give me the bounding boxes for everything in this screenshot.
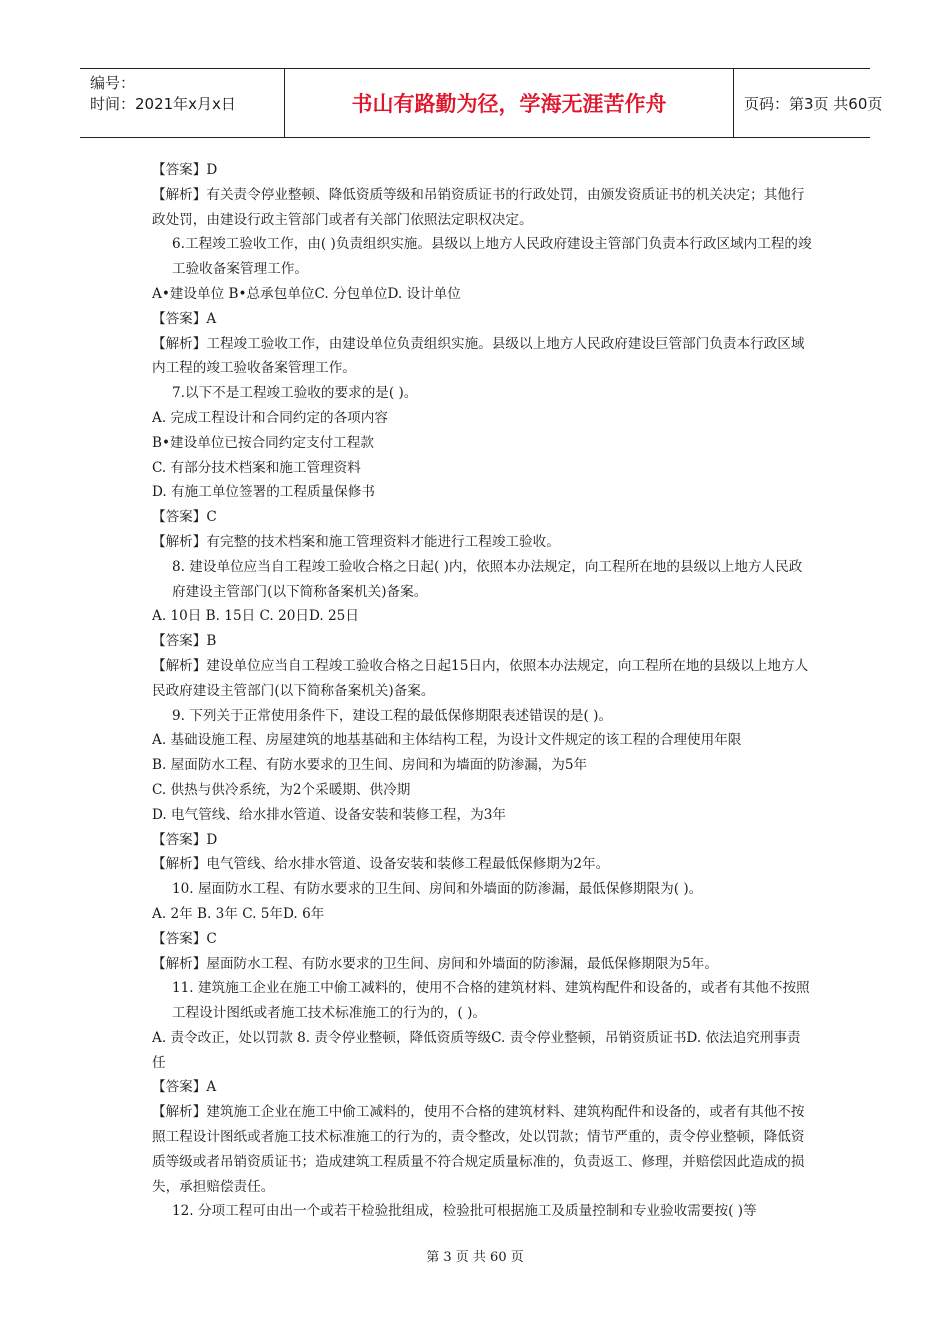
- question-7: 7.以下不是工程竣工验收的要求的是( )。: [172, 385, 418, 402]
- question-8-options: A. 10日 B. 15日 C. 20日D. 25日: [152, 608, 359, 625]
- answer-line: 【答案】D: [152, 162, 218, 178]
- answer-line: 【答案】C: [152, 509, 217, 526]
- question-7-option-d: D. 有施工单位签署的工程质量保修书: [152, 484, 375, 501]
- explanation-paragraph: 【解析】有完整的技术档案和施工管理资料才能进行工程竣工验收。: [152, 533, 560, 550]
- explanation-paragraph: 【解析】工程竣工验收工作，由建设单位负责组织实施。县级以上地方人民政府建设巨管部门负责本行政区域内工程的竣工验收备案管理工作。: [152, 335, 805, 377]
- answer-line: 【答案】C: [152, 930, 217, 947]
- question-7-option-a: A. 完成工程设计和合同约定的各项内容: [152, 409, 388, 426]
- question-9-option-b: B. 屋面防水工程、有防水要求的卫生间、房间和为墙面的防渗漏，为5年: [152, 757, 588, 774]
- question-10-options: A. 2年 B. 3年 C. 5年D. 6年: [152, 905, 325, 922]
- question-10: 10. 屋面防水工程、有防水要求的卫生间、房间和外墙面的防渗漏，最低保修期限为( )。: [172, 881, 703, 898]
- answer-line: 【答案】D: [152, 831, 218, 848]
- explanation-paragraph: 【解析】建筑施工企业在施工中偷工减料的，使用不合格的建筑材料、建筑构配件和设备的，或者有其他不按照工程设计图纸或者施工技术标准施工的行为的，责令整改，处以罚款；情节严重的，责令停业整顿，降低资质等级或者吊销资质证书；造成建筑工程质量不符合规定质量标准的，负责返工、修理，并赔偿因此造成的损失，承担赔偿责任。: [152, 1104, 805, 1195]
- question-7-option-b: B•建设单位已按合同约定支付工程款: [152, 434, 374, 451]
- question-12: 12. 分项工程可由出一个或若干检验批组成，检验批可根据施工及质量控制和专业验收需要按( )等: [172, 1203, 757, 1220]
- document-body: [152, 158, 812, 1224]
- document-date: 时间：2021年x月x日: [90, 95, 236, 113]
- question-9-option-d: D. 电气管线、给水排水管道、设备安装和装修工程，为3年: [152, 806, 506, 823]
- question-8: 8. 建设单位应当自工程竣工验收合格之日起( )内，依照本办法规定，向工程所在地的县级以上地方人民政府建设主管部门(以下简称备案机关)备案。: [172, 558, 803, 600]
- answer-line: 【答案】A: [152, 310, 217, 327]
- header-meta: [80, 69, 284, 137]
- question-9-option-c: C. 供热与供冷系统，为2个采暖期、供冷期: [152, 781, 411, 798]
- question-11-options: A. 责令改正，处以罚款 8. 责令停业整顿，降低资质等级C. 责令停业整顿，吊销资质证书D. 依法追究刑事责任: [152, 1029, 801, 1071]
- answer-line: 【答案】B: [152, 633, 217, 650]
- document-code: 编号：: [90, 74, 136, 92]
- explanation-paragraph: 【解析】建设单位应当自工程竣工验收合格之日起15日内，依照本办法规定，向工程所在地的县级以上地方人民政府建设主管部门(以下简称备案机关)备案。: [152, 657, 809, 699]
- page-header: [80, 68, 883, 138]
- question-11: 11. 建筑施工企业在施工中偷工减料的，使用不合格的建筑材料、建筑构配件和设备的，或者有其他不按照工程设计图纸或者施工技术标准施工的行为的，( )。: [172, 980, 810, 1022]
- question-7-option-c: C. 有部分技术档案和施工管理资料: [152, 459, 361, 476]
- page-footer: 第 3 页 共 60 页: [426, 1250, 524, 1265]
- header-motto: 书山有路勤为径，学海无涯苦作舟: [284, 69, 734, 137]
- answer-line: 【答案】A: [152, 1079, 217, 1096]
- explanation-paragraph: 【解析】有关责令停业整顿、降低资质等级和吊销资质证书的行政处罚，由颁发资质证书的机关决定；其他行政处罚，由建设行政主管部门或者有关部门依照法定职权决定。: [152, 186, 805, 228]
- question-6-options: A•建设单位 B•总承包单位C. 分包单位D. 设计单位: [152, 285, 461, 302]
- explanation-paragraph: 【解析】屋面防水工程、有防水要求的卫生间、房间和外墙面的防渗漏，最低保修期限为5年。: [152, 955, 718, 972]
- question-9: 9. 下列关于正常使用条件下，建设工程的最低保修期限表述错误的是( )。: [172, 707, 613, 724]
- explanation-paragraph: 【解析】电气管线、给水排水管道、设备安装和装修工程最低保修期为2年。: [152, 856, 610, 873]
- header-page-number: 页码：第3页 共60页: [744, 94, 883, 113]
- question-9-option-a: A. 基础设施工程、房屋建筑的地基基础和主体结构工程，为设计文件规定的该工程的合理使用年限: [152, 732, 742, 749]
- question-6: 6.工程竣工验收工作，由( )负责组织实施。县级以上地方人民政府建设主管部门负责本行政区域内工程的竣工验收备案管理工作。: [172, 236, 812, 278]
